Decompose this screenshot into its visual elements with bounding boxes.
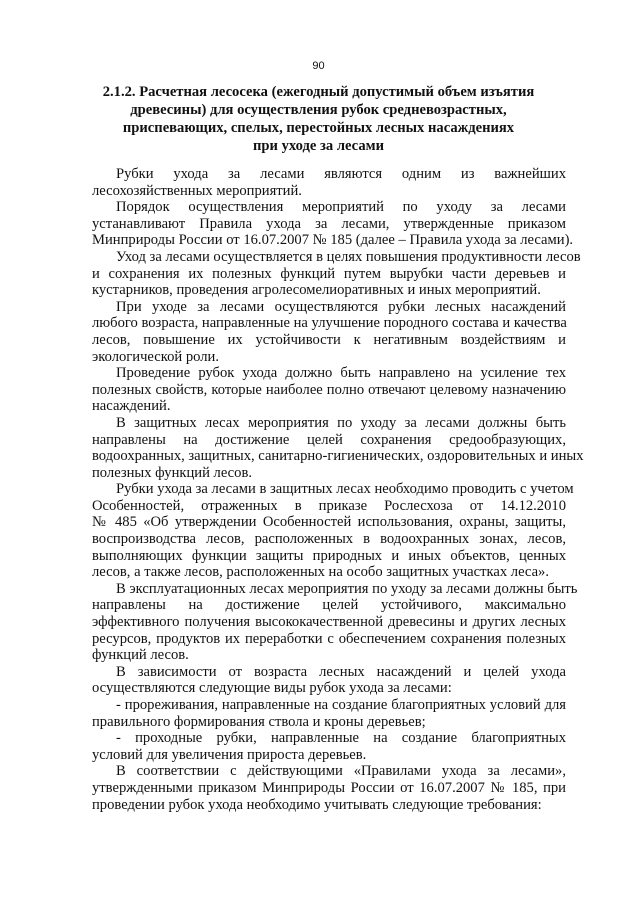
text-line: В соответствии с действующими «Правилами ухода за лесами», [116, 763, 566, 780]
text-line: Порядок осуществления мероприятий по уходу за лесами [116, 199, 566, 216]
text-line: лесов, а также лесов, расположенных на особо защитных участках леса». [92, 564, 549, 581]
text-line: полезных свойств, которые наиболее полно отвечают целевому назначению [92, 381, 566, 398]
paragraph [92, 199, 574, 249]
text-line: лесов, повышение их устойчивости к негативным воздействиям и [92, 331, 566, 348]
text-line: кустарников, проведения агролесомелиоративных и иных мероприятий. [92, 282, 541, 299]
text-line: № 485 «Об утверждении Особенностей использования, охраны, защиты, [92, 514, 566, 531]
paragraph [92, 580, 578, 664]
text-line: - прореживания, направленные на создание благоприятных условий для [116, 697, 566, 713]
paragraph [92, 481, 574, 581]
text-line: Особенностей, отраженных в приказе Рослесхоза от 14.12.2010 [92, 497, 566, 514]
text-line: любого возраста, направленные на улучшение породного состава и качества [92, 315, 567, 332]
text-line: и сохранения их полезных функций путем вырубки части деревьев и [92, 265, 566, 282]
section-heading [80, 83, 557, 155]
text-line: водоохранных, защитных, санитарно-гигиенических, оздоровительных и иных [92, 448, 584, 465]
text-line: В зависимости от возраста лесных насаждений и целей ухода [116, 663, 566, 680]
text-line: экологической роли. [92, 348, 219, 365]
text-line: проведении рубок ухода необходимо учитывать следующие требования: [92, 796, 542, 813]
text-line: Проведение рубок ухода должно быть направлено на усиление тех [116, 365, 566, 382]
text-line: утвержденными приказом Минприроды России от 16.07.2007 № 185, при [92, 779, 566, 796]
text-line: В защитных лесах мероприятия по уходу за лесами должны быть [116, 414, 566, 431]
paragraph [92, 697, 566, 730]
text-line: направлены на достижение целей сохранения средообразующих, [92, 431, 566, 448]
text-line: выполняющих функции защиты природных и иных объектов, ценных [92, 547, 566, 564]
text-line: ресурсов, продуктов их переработки с обеспечением сохранения полезных [92, 630, 566, 647]
paragraph [92, 730, 566, 763]
body-text [92, 166, 584, 813]
text-line: Рубки ухода за лесами являются одним из важнейших [116, 166, 566, 182]
paragraph [92, 248, 581, 299]
text-line: полезных функций лесов. [92, 464, 252, 481]
text-line: Уход за лесами осуществляется в целях повышения продуктивности лесов [116, 248, 581, 265]
text-line: эффективного получения высококачественной древесины и других лесных [92, 614, 566, 631]
paragraph [92, 414, 584, 481]
text-line: направлены на достижение целей устойчивого, максимально [92, 597, 566, 614]
paragraph [92, 365, 566, 415]
heading-line: приспевающих, спелых, перестойных лесных насаждениях [122, 120, 515, 136]
text-line: Минприроды России от 16.07.2007 № 185 (далее – Правила ухода за лесами). [92, 232, 574, 249]
text-line: - проходные рубки, направленные на создание благоприятных [116, 730, 566, 747]
text-line: устанавливают Правила ухода за лесами, утвержденные приказом [92, 215, 566, 232]
text-line: правильного формирования ствола и кроны деревьев; [92, 713, 426, 730]
paragraph [92, 299, 566, 365]
heading-line: при уходе за лесами [253, 138, 384, 154]
text-line: функций лесов. [92, 647, 189, 664]
paragraph [92, 166, 566, 199]
text-line: В эксплуатационных лесах мероприятия по уходу за лесами должны быть [116, 580, 578, 597]
heading-line: 2.1.2. Расчетная лесосека (ежегодный допустимый объем изъятия [102, 84, 535, 100]
page-number: 90 [312, 60, 325, 72]
text-line: Рубки ухода за лесами в защитных лесах необходимо проводить с учетом [116, 481, 574, 498]
heading-line: древесины) для осуществления рубок средневозрастных, [130, 102, 507, 118]
paragraph [92, 664, 566, 697]
text-line: При уходе за лесами осуществляются рубки лесных насаждений [116, 298, 566, 315]
text-line: условий для увеличения прироста деревьев. [92, 746, 367, 763]
text-line: воспроизводства лесов, расположенных в водоохранных зонах, лесов, [92, 531, 566, 548]
text-line: осуществляются следующие виды рубок ухода за лесами: [92, 680, 452, 697]
paragraph [92, 763, 566, 813]
text-line: насаждений. [92, 398, 171, 415]
text-line: лесохозяйственных мероприятий. [92, 182, 302, 199]
